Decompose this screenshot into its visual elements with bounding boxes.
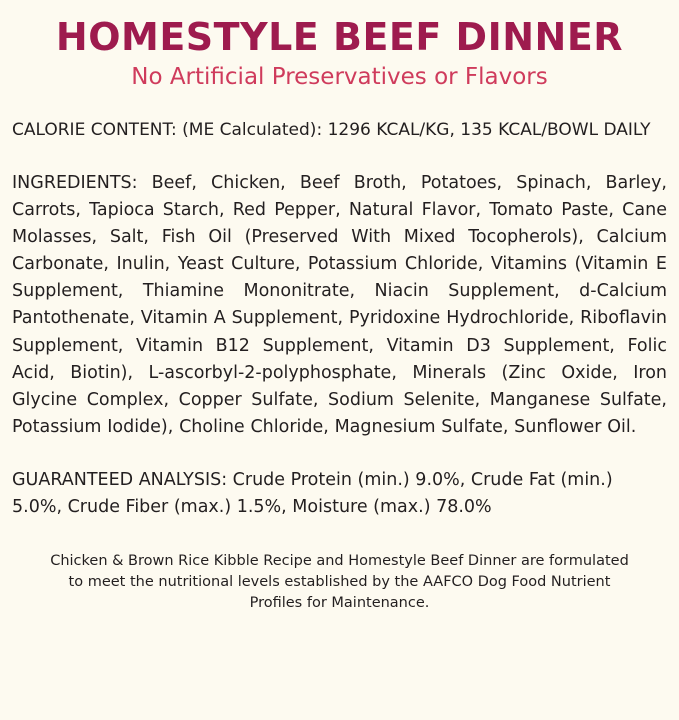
page-title: HOMESTYLE BEEF DINNER	[55, 15, 624, 59]
calorie-content-text: CALORIE CONTENT: (ME Calculated): 1296 KCAL/KG, 135 KCAL/BOWL DAILY	[12, 120, 651, 141]
page-subtitle: No Artificial Preservatives or Flavors	[131, 63, 548, 90]
aafco-statement-footnote: Chicken & Brown Rice Kibble Recipe and Homestyle Beef Dinner are formulated to meet the nutritional levels established by the AAFCO Dog Food Nutrient Profiles for Maintenance.	[50, 553, 629, 612]
ingredients-text: INGREDIENTS: Beef, Chicken, Beef Broth, Potatoes, Spinach, Barley, Carrots, Tapioca Starch, Red Pepper, Natural Flavor, Tomato Paste, Cane Molasses, Salt, Fish Oil (Preserved With Mixed Tocopherols), Calcium Carbonate, Inulin, Yeast Culture, Potassium Chloride, Vitamins (Vitamin E Supplement, Thiamine Mononitrate, Niacin Supplement, d-Calcium Pantothenate, Vitamin A Supplement, Pyridoxine Hydrochloride, Riboflavin Supplement, Vitamin B12 Supplement, Vitamin D3 Supplement, Folic Acid, Biotin), L-ascorbyl-2-polyphosphate, Minerals (Zinc Oxide, Iron Glycine Complex, Copper Sulfate, Sodium Selenite, Manganese Sulfate, Potassium Iodide), Choline Chloride, Magnesium Sulfate, Sunflower Oil.	[12, 172, 667, 437]
guaranteed-analysis-text: GUARANTEED ANALYSIS: Crude Protein (min.) 9.0%, Crude Fat (min.) 5.0%, Crude Fiber (max.) 1.5%, Moisture (max.) 78.0%	[12, 470, 613, 518]
